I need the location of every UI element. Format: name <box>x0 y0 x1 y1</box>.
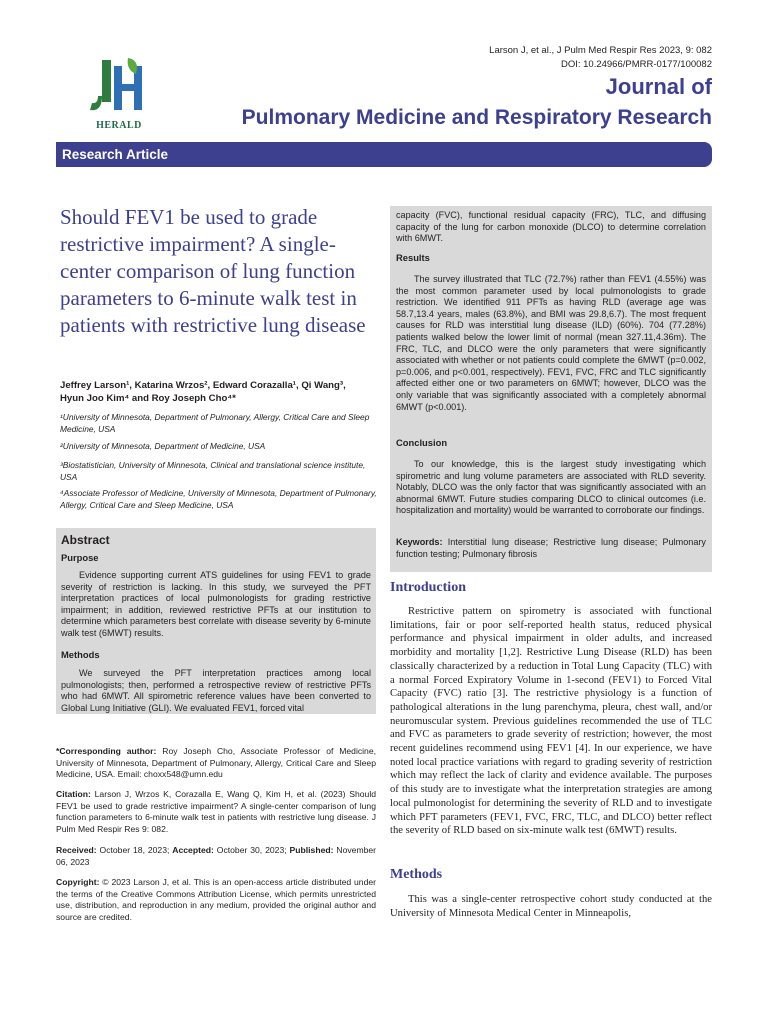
abstract-continued-box <box>390 206 712 572</box>
keywords-block <box>396 537 706 560</box>
corresponding-author <box>56 746 376 781</box>
abstract-heading: Abstract <box>61 533 110 547</box>
doi-line: DOI: 10.24966/PMRR-0177/100082 <box>560 59 712 70</box>
methods-body-text: This was a single-center retrospective cohort study conducted at the University of Minnesota Medical Center in Minneapolis, <box>390 894 712 919</box>
author-list <box>60 379 380 405</box>
results-label: Results <box>396 252 430 263</box>
corr-label: *Corresponding author: <box>56 746 157 756</box>
received-date: October 18, 2023; <box>99 845 170 855</box>
article-title: Should FEV1 be used to grade restrictive impairment? A single-center comparison of lung function parameters to 6-minute walk test in patients with restrictive lung disease <box>60 205 366 337</box>
citation-block <box>56 789 376 835</box>
abstract-box <box>56 528 376 714</box>
published-label: Published: <box>289 845 334 855</box>
conclusion-text: To our knowledge, this is the largest study investigating which spirometric and lung volume parameters are associated with RLD severity. Notably, DLCO was the only factor that was significantly associated with an abnormal 6MWT. Future studies comparing DLCO to clinical outcomes (i.e. hospitalization and mortality) would be warranted to corroborate our findings. <box>396 459 706 516</box>
article-type-label: Research Article <box>62 147 169 162</box>
published-date: November 06, 2023 <box>56 845 377 867</box>
affiliation-3: ³Biostatistician, University of Minnesota, Clinical and translational science institute, USA <box>60 460 366 482</box>
citation-line: Larson J, et al., J Pulm Med Respir Res 2023, 9: 082 <box>489 45 712 56</box>
corr-text: Roy Joseph Cho, Associate Professor of Medicine, University of Minnesota, Department of Pulmonary, Allergy, Critical Care and Sleep Medicine, USA. Email: choxx548@umn.edu <box>56 746 377 780</box>
conclusion-label: Conclusion <box>396 437 448 448</box>
authors-line-2: Hyun Joo Kim⁴ and Roy Joseph Cho⁴* <box>60 393 236 404</box>
journal-title-line2: Pulmonary Medicine and Respiratory Research <box>241 106 712 129</box>
authors-line-1: Jeffrey Larson¹, Katarina Wrzos², Edward Corazalla¹, Qi Wang³, <box>60 380 346 391</box>
received-label: Received: <box>56 845 97 855</box>
methods-heading: Methods <box>390 867 443 882</box>
copyright-label: Copyright: <box>56 877 100 887</box>
copyright-text: © 2023 Larson J, et al. This is an open-access article distributed under the terms of the Creative Commons Attribution License, which permits unrestricted use, distribution, and reproduction in any medium, provided the original author and source are credited. <box>56 877 376 922</box>
introduction-heading: Introduction <box>390 580 466 595</box>
keywords-text: Interstitial lung disease; Restrictive lung disease; Pulmonary function testing; Pulmonary fibrosis <box>396 537 706 559</box>
herald-logo <box>88 56 150 136</box>
copyright-block <box>56 877 376 923</box>
purpose-label: Purpose <box>61 552 99 563</box>
affiliation-4: ⁴Associate Professor of Medicine, University of Minnesota, Department of Pulmonary, Allergy, Critical Care and Sleep Medicine, USA <box>60 488 377 510</box>
keywords-label: Keywords: <box>396 537 443 547</box>
citation-label: Citation: <box>56 789 91 799</box>
affiliation-1: ¹University of Minnesota, Department of Pulmonary, Allergy, Critical Care and Sleep Medicine, USA <box>60 412 370 434</box>
purpose-text: Evidence supporting current ATS guidelines for using FEV1 to grade severity of restriction is lacking. In this study, we surveyed the PFT interpretation practices of local pulmonologists for grading restrictive impairment; in addition, reviewed restrictive PFTs at our institution to determine which parameters best correlate with disease severity by 6-minute walk test (6MWT) results. <box>61 570 371 638</box>
dates-block <box>56 845 376 868</box>
article-type-banner <box>56 142 712 167</box>
logo-wordmark: HERALD <box>96 120 142 131</box>
accepted-date: October 30, 2023; <box>216 845 287 855</box>
methods-label: Methods <box>61 649 100 660</box>
introduction-text: Restrictive pattern on spirometry is associated with functional limitations, fair or poor self-reported health status, reduced physical performance and physical impairment in older adults, and increased morbidity and mortality [1,2]. Restrictive Lung Disease (RLD) has been classically characterized by a reduction in Total Lung Capacity (TLC) with a normal Forced Expiratory Volume in 1-second (FEV1) to Forced Vital Capacity (FVC) ratio [3]. The restrictive physiology is a function of pathological alterations in the lung parenchyma, pleura, chest wall, and/or neuromuscular system. Previous guidelines recommended the use of TLC and FVC as parameters to grade severity of restriction; however, the most recent guidelines recommend using FEV1 [4]. In our experience, we have noted local practice variations with regard to grading severity of restriction which may reflect the lack of clarity and evidence available. The purposes of this study are to investigate what the interpretation strategies are among local pulmonologist for determining the severity of RLD and to investigate which PFT parameters (FEV1, FVC, FRC, TLC, and DLCO) better reflect the severity of RLD based on six-minute walk test (6MWT) results. <box>390 606 712 837</box>
herald-logo-icon <box>88 56 150 120</box>
results-text: The survey illustrated that TLC (72.7%) rather than FEV1 (4.55%) was the most common parameter used by local pulmonologists to grade restriction. We identified 911 PFTs as having RLD (average age was 58.7,13.4 years, males (63.8%), and BMI was 29.8,6.7). The most frequent causes for RLD was interstitial lung disease (ILD) (60%). 704 (77.28%) patients walked below the lower limit of normal (mean 327.11,4.36m). The FRC, TLC, and DLCO were the only parameters that were significantly associated with whether or not patients could complete the 6MWT (p=0.002, p=0.006, and p<0.001, respectively). FEV1, FVC, FRC and TLC significantly affected either one or two parameters on 6MWT; however, DLCO was the only variable that was significantly associated with a completely abnormal 6MWT (p<0.001). <box>396 274 706 412</box>
journal-title-line1: Journal of <box>605 74 712 99</box>
citation-text: Larson J, Wrzos K, Corazalla E, Wang Q, Kim H, et al. (2023) Should FEV1 be used to grade restrictive impairment? A single-center comparison of lung function parameters to 6-minute walk test in patients with restrictive lung disease. J Pulm Med Respir Res 9: 082. <box>56 789 377 834</box>
accepted-label: Accepted: <box>172 845 214 855</box>
affiliation-2: ²University of Minnesota, Department of Medicine, USA <box>60 441 266 451</box>
methods-text: We surveyed the PFT interpretation practices among local pulmonologists; then, performed a retrospective review of restrictive PFTs who had 6MWT. All spirometric reference values have been converted to Global Lung Initiative (GLI). We evaluated FEV1, forced vital <box>61 668 371 713</box>
methods-continued-text: capacity (FVC), functional residual capacity (FRC), TLC, and diffusing capacity of the lung for carbon monoxide (DLCO) to determine correlation with 6MWT. <box>396 210 706 244</box>
citation-header <box>489 44 712 72</box>
